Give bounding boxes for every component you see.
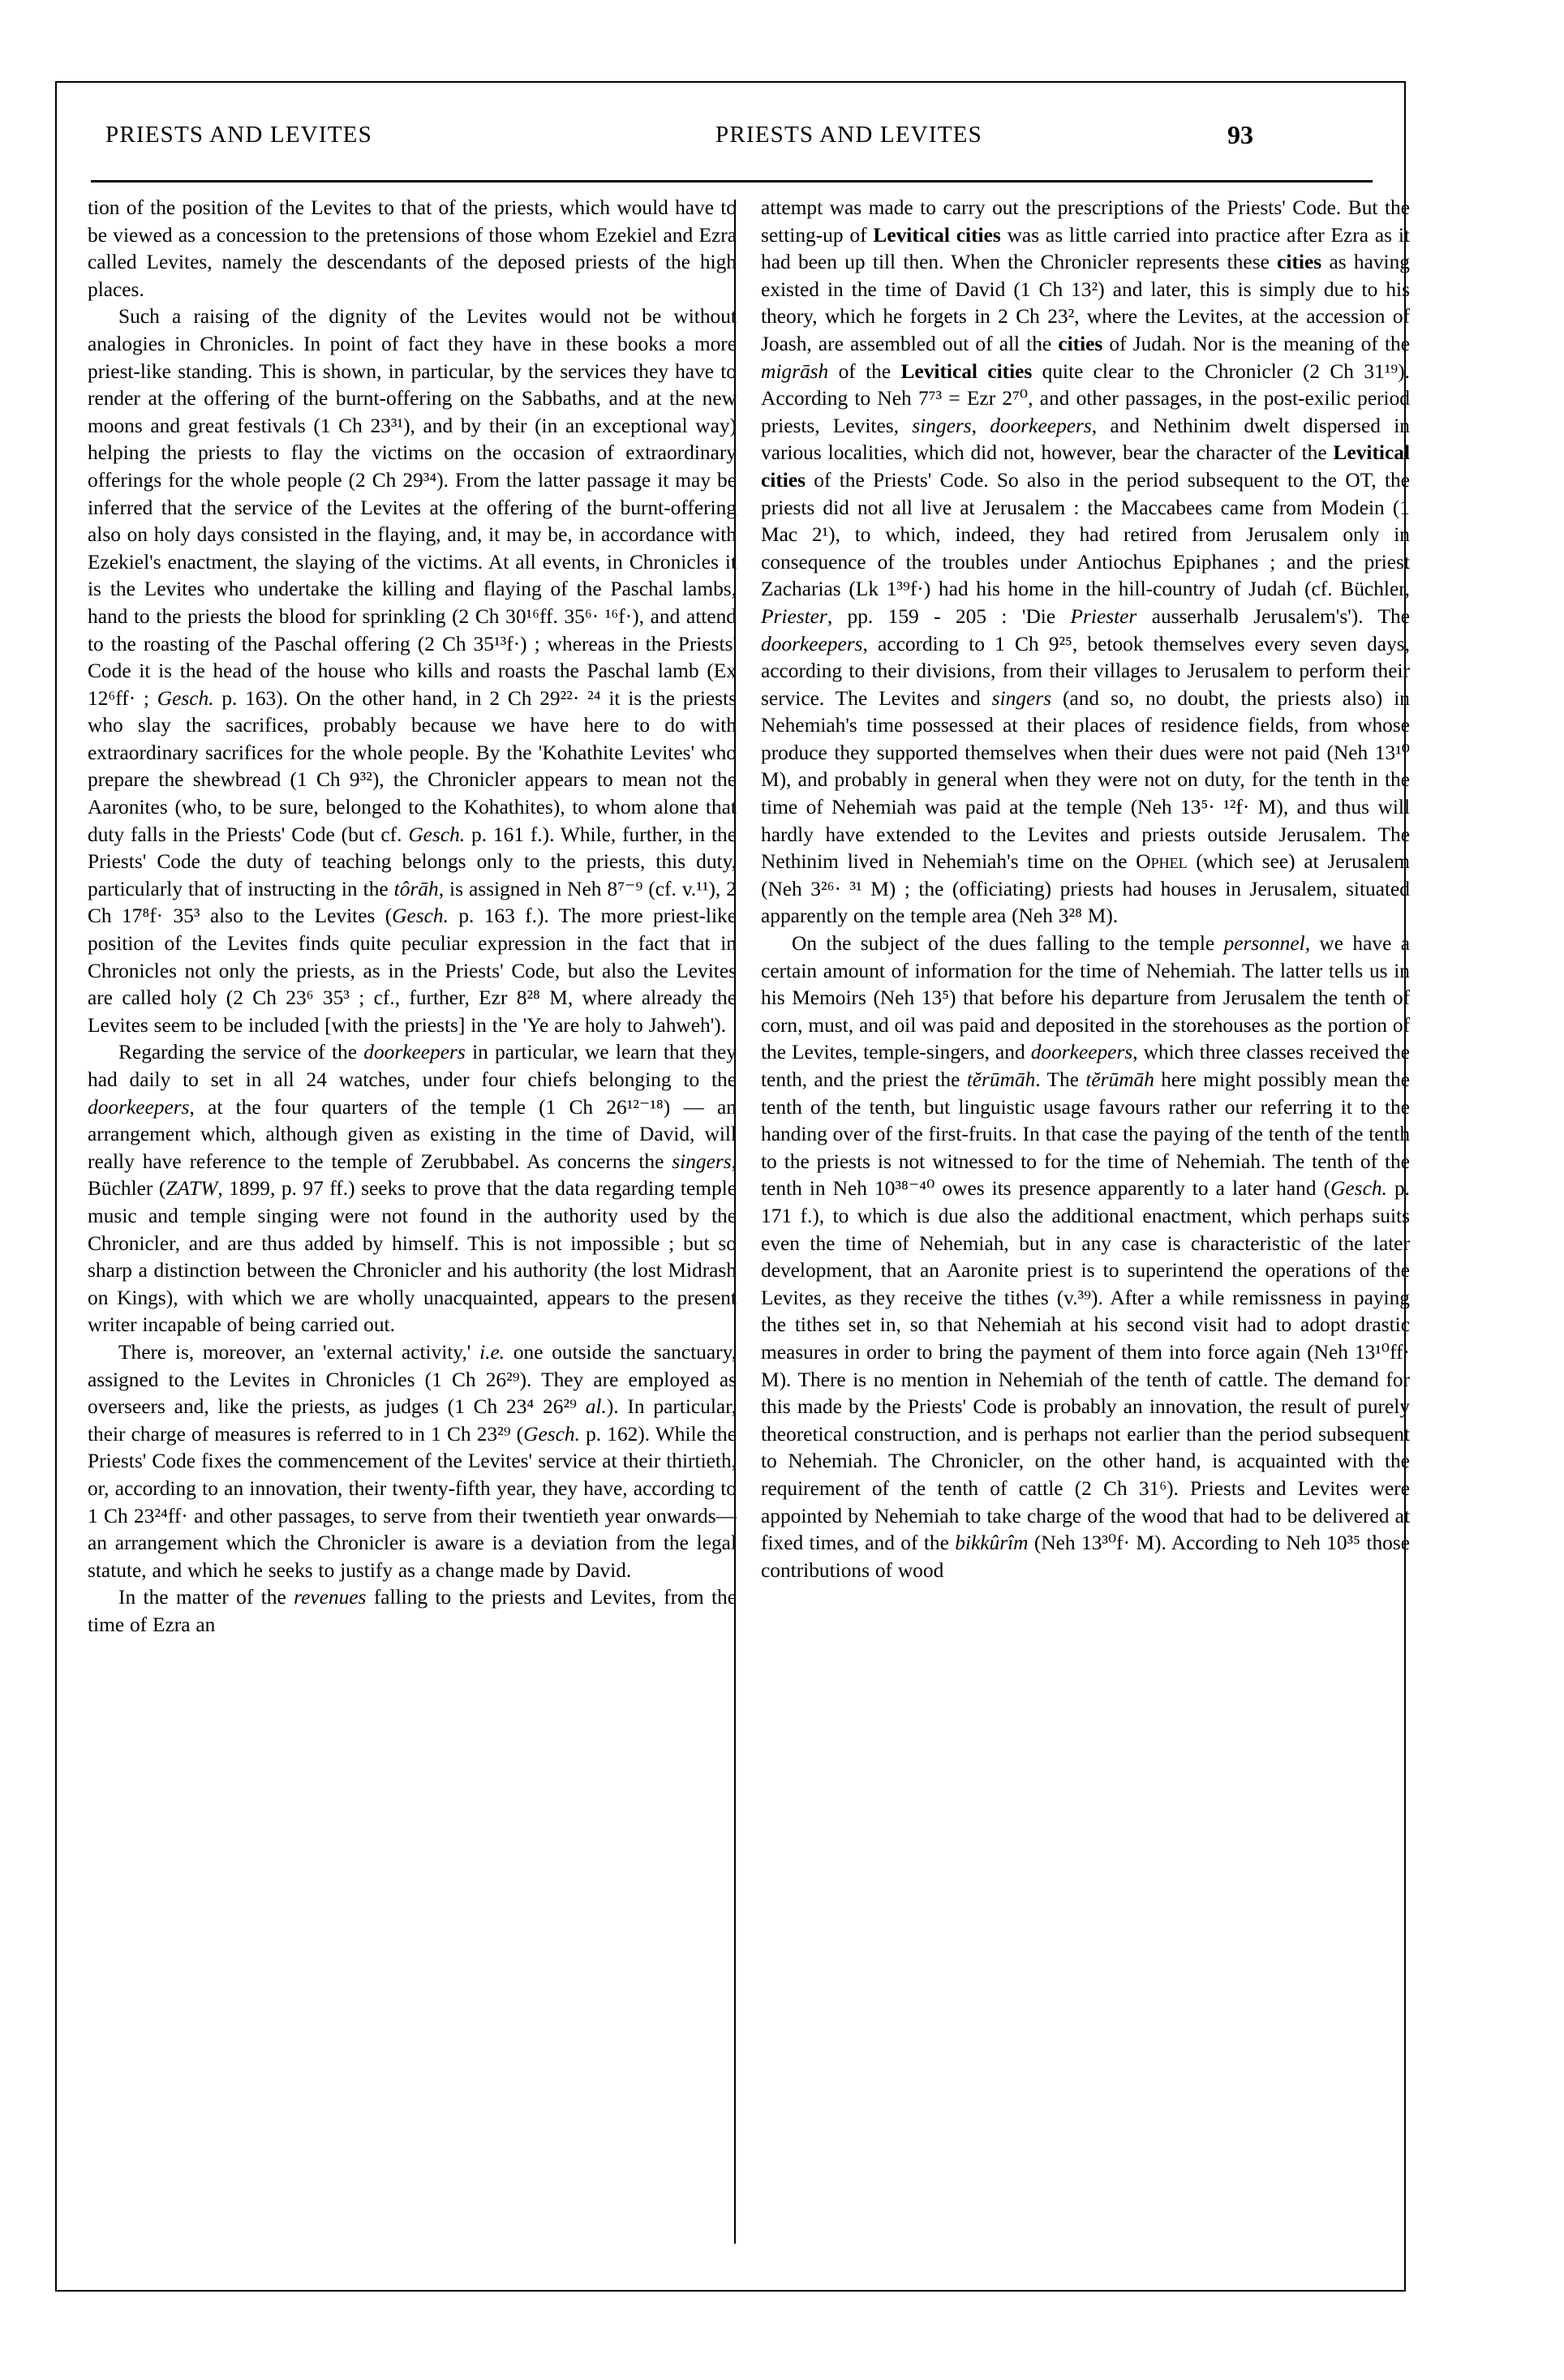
body-paragraph: tion of the position of the Levites to that of the priests, which would have to be viewed as a concession to the pretensions of those whom Ezekiel and Ezra called Levites, namely the descendants of the deposed priests of the high places. — [88, 196, 737, 301]
body-paragraph: attempt was made to carry out the prescriptions of the Priests' Code. But the setting-up of Levitical cities was as little carried into practice after Ezra as it had been up till then. When the Chronicler represents these cities as having existed in the time of David (1 Ch 13²) and later, this is simply due to his theory, which he forgets in 2 Ch 23², where the Levites, at the accession of Joash, are assembled out of all the cities of Judah. Nor is the meaning of the migrāsh of the Levitical cities quite clear to the Chronicler (2 Ch 31¹⁹). According to Neh 7⁷³ = Ezr 2⁷⁰, and other passages, in the post-exilic period priests, Levites, singers, doorkeepers, and Nethinim dwelt dispersed in various localities, which did not, however, bear the character of the Levitical cities of the Priests' Code. So also in the period subsequent to the OT, the priests did not all live at Jerusalem : the Maccabees came from Modein (1 Mac 2¹), to which, indeed, they had retired from Jerusalem only in consequence of the troubles under Antiochus Epiphanes ; and the priest Zacharias (Lk 1³⁹f·) had his home in the hill-country of Judah (cf. Büchler, Priester, pp. 159 - 205 : 'Die Priester ausserhalb Jerusalem's'). The doorkeepers, according to 1 Ch 9²⁵, betook themselves every seven days, according to their divisions, from their villages to Jerusalem to perform their service. The Levites and singers (and so, no doubt, the priests also) in Nehemiah's time possessed at their places of residence fields, from whose produce they supported themselves when their dues were not paid (Neh 13¹⁰ M), and probably in general when they were not on duty, for the tenth in the time of Nehemiah was paid at the temple (Neh 13⁵· ¹²f· M), and thus will hardly have extended to the Levites and priests outside Jerusalem. The Nethinim lived in Nehemiah's time on the Ophel (which see) at Jerusalem (Neh 3²⁶· ³¹ M) ; the (officiating) priests had houses in Jerusalem, situated apparently on the temple area (Neh 3²⁸ M). — [761, 196, 1411, 928]
page-number: 93 — [1227, 120, 1253, 149]
text-column-right — [761, 195, 1410, 1584]
text-column-left — [88, 195, 737, 1639]
running-head — [105, 122, 1359, 164]
body-paragraph: There is, moreover, an 'external activity,' i.e. one outside the sanctuary, assigned to the Levites in Chronicles (1 Ch 26²⁹). They are employed as overseers and, like the priests, as judges (1 Ch 23⁴ 26²⁹ al.). In particular, their charge of measures is referred to in 1 Ch 23²⁹ (Gesch. p. 162). While the Priests' Code fixes the commencement of the Levites' service at their thirtieth, or, according to an innovation, their twenty-fifth year, they have, according to 1 Ch 23²⁴ff· and other passages, to serve from their twentieth year onwards—an arrangement which the Chronicler is aware is a deviation from the legal statute, and which he seeks to justify as a change made by David. — [88, 1340, 737, 1582]
body-paragraph: In the matter of the revenues falling to the priests and Levites, from the time of Ezra an — [88, 1586, 737, 1636]
header-divider-rule — [91, 180, 1373, 183]
body-paragraph: Such a raising of the dignity of the Levites would not be without analogies in Chronicles. In point of fact they have in these books a more priest-like standing. This is shown, in particular, by the services they have to render at the offering of the burnt-offering on the Sabbaths, and at the new moons and great festivals (1 Ch 23³¹), and by their (in an exceptional way) helping the priests to flay the victims on the occasion of extraordinary offerings for the whole people (2 Ch 29³⁴). From the latter passage it may be inferred that the service of the Levites at the offering of the burnt-offering also on holy days consisted in the flaying, and, it may be, in accordance with Ezekiel's enactment, the slaying of the victims. At all events, in Chronicles it is the Levites who undertake the killing and flaying of the Paschal lambs, hand to the priests the blood for sprinkling (2 Ch 30¹⁶ff. 35⁶· ¹⁶f·), and attend to the roasting of the Paschal offering (2 Ch 35¹³f·) ; whereas in the Priests' Code it is the head of the house who kills and roasts the Paschal lamb (Ex 12⁶ff· ; Gesch. p. 163). On the other hand, in 2 Ch 29²²· ²⁴ it is the priests who slay the sacrifices, probably because we have here to do with extraordinary sacrifices for the whole people. By the 'Kohathite Levites' who prepare the shewbread (1 Ch 9³²), the Chronicler appears to mean not the Aaronites (who, to be sure, belonged to the Kohathites), to whom alone that duty falls in the Priests' Code (but cf. Gesch. p. 161 f.). While, further, in the Priests' Code the duty of teaching belongs only to the priests, this duty, particularly that of instructing in the tôrāh, is assigned in Neh 8⁷⁻⁹ (cf. v.¹¹), 2 Ch 17⁸f· 35³ also to the Levites (Gesch. p. 163 f.). The more priest-like position of the Levites finds quite peculiar expression in the fact that in Chronicles not only the priests, as in the Priests' Code, but also the Levites are called holy (2 Ch 23⁶ 35³ ; cf., further, Ezr 8²⁸ M, where already the Levites seem to be included [with the priests] in the 'Ye are holy to Jahweh'). — [88, 305, 737, 1037]
running-head-left: PRIESTS AND LEVITES — [105, 122, 372, 148]
body-paragraph: On the subject of the dues falling to the temple personnel, we have a certain amount of information for the time of Nehemiah. The latter tells us in his Memoirs (Neh 13⁵) that before his departure from Jerusalem the tenth of corn, must, and oil was paid and deposited in the storehouses as the portion of the Levites, temple-singers, and doorkeepers, which three classes received the tenth, and the priest the tĕrūmāh. The tĕrūmāh here might possibly mean the tenth of the tenth, but linguistic usage favours rather our referring it to the handing over of the first-fruits. In that case the paying of the tenth of the tenth to the priests is not witnessed to for the time of Nehemiah. The tenth of the tenth in Neh 10³⁸⁻⁴⁰ owes its presence apparently to a later hand (Gesch. p. 171 f.), to which is due also the additional enactment, which perhaps suits even the time of Nehemiah, but in any case is characteristic of the later development, that an Aaronite priest is to superintend the operations of the Levites, as they receive the tithes (v.³⁹). After a while remissness in paying the tithes set in, so that Nehemiah at his second visit had to adopt drastic measures in order to bring the payment of them into force again (Neh 13¹⁰ff· M). There is no mention in Nehemiah of the tenth of cattle. The demand for this made by the Priests' Code is probably an innovation, the result of purely theoretical construction, and is perhaps not earlier than the period subsequent to Nehemiah. The Chronicler, on the other hand, is acquainted with the requirement of the tenth of cattle (2 Ch 31⁶). Priests and Levites were appointed by Nehemiah to take charge of the wood that had to be delivered at fixed times, and of the bikkûrîm (Neh 13³⁰f· M). According to Neh 10³⁵ those contributions of wood — [761, 932, 1411, 1582]
running-head-right: PRIESTS AND LEVITES — [715, 122, 982, 148]
body-paragraph: Regarding the service of the doorkeepers in particular, we learn that they had daily to set in all 24 watches, under four chiefs belonging to the doorkeepers, at the four quarters of the temple (1 Ch 26¹²⁻¹⁸) — an arrangement which, although given as existing in the time of David, will really have reference to the temple of Zerubbabel. As concerns the singers, Büchler (ZATW, 1899, p. 97 ff.) seeks to prove that the data regarding temple music and temple singing were not found in the authority used by the Chronicler, and are thus added by himself. This is not impossible ; but so sharp a distinction between the Chronicler and his authority (the lost Midrash on Kings), with which we are wholly unacquainted, appears to the present writer incapable of being carried out. — [88, 1041, 737, 1337]
